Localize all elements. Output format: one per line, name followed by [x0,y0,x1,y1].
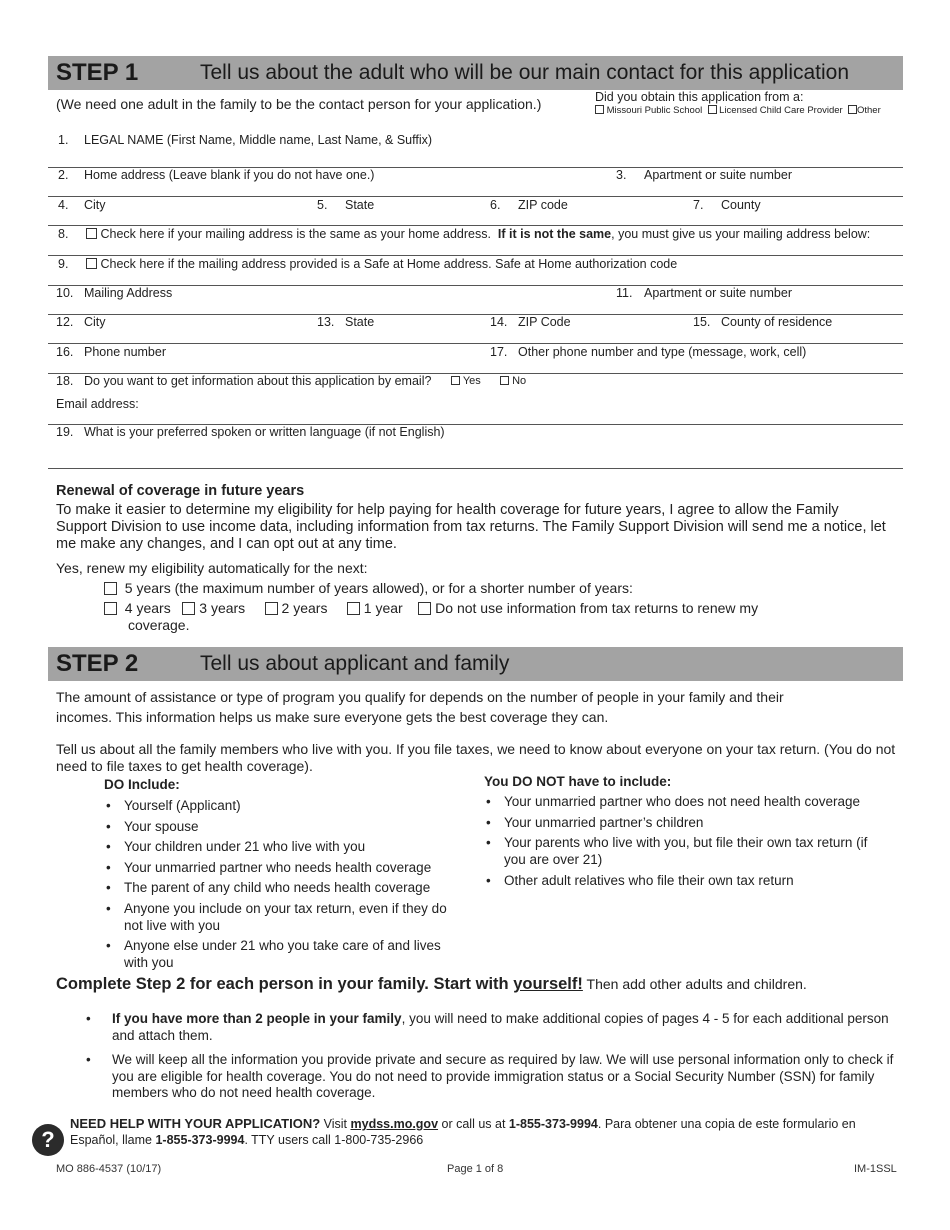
renew-5-checkbox[interactable] [104,582,117,595]
same-address-label: Check here if your mailing address is the same as your home address. [100,227,491,241]
divider [48,196,903,197]
phone-field[interactable]: Phone number [84,345,167,359]
divider [48,468,903,469]
renew-4-label: 4 years [124,600,171,616]
field-number: 16. [56,345,74,359]
option-missouri-school: Missouri Public School [606,105,703,116]
step2-para1a: The amount of assistance or type of program you qualify for depends on the number of people in your family and their [56,689,784,705]
field-number: 7. [693,198,704,212]
renew-none-checkbox[interactable] [418,602,431,615]
renewal-option-5 [104,580,633,596]
state-field[interactable]: State [345,198,375,212]
do-include-item: • Anyone else under 21 who you take care of and lives with you [104,937,466,971]
obtained-question: Did you obtain this application from a: [595,90,804,104]
help-call: or call us at [438,1117,509,1131]
mailing-zip-field[interactable]: ZIP Code [518,315,571,329]
field-number: 13. [317,315,335,329]
yes-label: Yes [462,375,481,387]
renewal-body: To make it easier to determine my eligibility for help paying for health coverage for future years, I agree to allow the Family Support Division to use income data, including information from tax returns. The Family Support Division will send me a notice, let me make any changes, and I can opt out at any time. [56,502,886,552]
renew-none-label: Do not use information from tax returns to renew my [435,600,759,616]
help-tty: . TTY users call 1-800-735-2966 [244,1133,424,1147]
field-number: 8. [58,227,69,241]
help-website-link[interactable]: mydss.mo.gov [350,1117,439,1131]
renew-none-label-cont: coverage. [128,617,190,633]
field-number: 6. [490,198,501,212]
do-include-item: • The parent of any child who needs health coverage [104,879,466,896]
step2-para2: Tell us about all the family members who live with you. If you file taxes, we need to know about everyone on your tax return. (You do not need to file taxes to get health coverage). [56,741,896,774]
do-not-include-list [484,793,889,892]
apartment-field[interactable]: Apartment or suite number [644,168,792,182]
complete-step2-rest: Then add other adults and children. [582,976,807,992]
divider [48,255,903,256]
renew-4-checkbox[interactable] [104,602,117,615]
do-not-include-item: • Other adult relatives who file their own tax return [484,872,889,889]
field-number: 3. [616,168,627,182]
do-not-include-item: • Your unmarried partner’s children [484,814,889,831]
county-residence-field[interactable]: County of residence [721,315,833,329]
same-address-row [86,227,870,241]
email-address-field[interactable]: Email address: [56,397,139,411]
renew-3-label: 3 years [199,600,246,616]
do-include-item: • Anyone you include on your tax return, even if they do not live with you [104,900,466,934]
obtained-options [595,105,881,116]
bullet-copies: • If you have more than 2 people in your family, you will need to make additional copies of pages 4 - 5 for each additional person and attach them. [86,1011,889,1043]
no-label: No [512,375,527,387]
same-address-checkbox[interactable] [86,228,97,239]
mailing-state-field[interactable]: State [345,315,375,329]
help-spanish: . Para obtener una copia de este formulario en [597,1117,856,1131]
checkbox-missouri-school[interactable] [595,105,604,114]
step1-intro: (We need one adult in the family to be the contact person for your application.) [56,96,542,112]
copies-bold: If you have more than 2 people in your family [112,1011,402,1026]
renew-5-label: 5 years (the maximum number of years allowed), or for a shorter number of years: [124,580,633,596]
do-include-item: • Your unmarried partner who needs health coverage [104,859,466,876]
checkbox-other[interactable] [848,105,857,114]
field-number: 18. [56,374,74,388]
step2-title: Tell us about applicant and family [200,652,510,675]
field-number: 4. [58,198,69,212]
help-phone-2[interactable]: 1-855-373-9994 [155,1133,245,1147]
renew-2-label: 2 years [281,600,328,616]
mailing-address-field[interactable]: Mailing Address [84,286,173,300]
help-heading: NEED HELP WITH YOUR APPLICATION? [70,1116,321,1131]
safe-at-home-row [86,257,677,271]
complete-step2-bold: Complete Step 2 for each person in your family. Start with [56,975,514,993]
divider [48,343,903,344]
bullet-privacy: • We will keep all the information you provide private and secure as required by law. We will use personal information only to check if you are eligible for health coverage. You do not need to provide immigration status or a Social Security Number (SSN) for family members who do not need health coverage. [86,1052,896,1102]
complete-step2-instruction [56,975,807,994]
help-visit: Visit [320,1117,351,1131]
question-icon: ? [32,1124,64,1156]
county-field[interactable]: County [721,198,761,212]
renew-1-checkbox[interactable] [347,602,360,615]
step1-number: STEP 1 [56,59,139,86]
field-number: 11. [616,286,633,300]
do-include-heading: DO Include: [104,777,180,792]
step2-para1b: incomes. This information helps us make sure everyone gets the best coverage they can. [56,709,609,725]
field-number: 1. [58,133,69,147]
field-number: 12. [56,315,74,329]
safe-at-home-label: Check here if the mailing address provided is a Safe at Home address. Safe at Home authorization code [100,257,678,271]
email-no-option [500,375,526,387]
step2-header [48,647,903,681]
do-include-item: • Yourself (Applicant) [104,797,466,814]
divider [48,225,903,226]
city-field[interactable]: City [84,198,106,212]
footer-page: Page 1 of 8 [447,1163,504,1175]
do-include-item: • Your children under 21 who live with you [104,838,466,855]
email-yes-checkbox[interactable] [451,376,460,385]
mailing-city-field[interactable]: City [84,315,106,329]
step1-title: Tell us about the adult who will be our main contact for this application [200,61,850,84]
renewal-options-row [104,600,758,616]
mailing-apartment-field[interactable]: Apartment or suite number [644,286,792,300]
privacy-text: We will keep all the information you provide private and secure as required by law. We will use personal information only to check if you are eligible for health coverage. You do not need to provide immigration status or a Social Security Number (SSN) for family members who do not need health coverage. [112,1052,894,1100]
field-number: 15. [693,315,711,329]
same-address-note: , you must give us your mailing address below: [611,227,871,241]
email-no-checkbox[interactable] [500,376,509,385]
other-phone-field[interactable]: Other phone number and type (message, work, cell) [518,345,807,359]
option-other: Other [856,105,881,116]
option-child-care: Licensed Child Care Provider [719,105,843,116]
copies-rest: , you will need to make additional copies of pages 4 - 5 for each additional person and attach them. [112,1011,889,1043]
do-include-list [104,797,466,975]
field-number: 10. [56,286,74,300]
same-address-bold: If it is not the same [497,227,612,241]
field-number: 14. [490,315,508,329]
do-not-include-item: • Your unmarried partner who does not need health coverage [484,793,889,810]
do-include-item: • Your spouse [104,818,466,835]
step1-header [48,56,903,90]
step2-number: STEP 2 [56,650,139,677]
email-question: Do you want to get information about this application by email? [84,374,432,388]
footer-code: IM-1SSL [854,1163,897,1175]
do-not-include-item: • Your parents who live with you, but file their own tax return (if you are over 21) [484,834,889,868]
email-yes-option [451,375,481,387]
zip-field[interactable]: ZIP code [518,198,568,212]
renew-1-label: 1 year [363,600,403,616]
field-number: 2. [58,168,69,182]
renew-2-checkbox[interactable] [265,602,278,615]
help-section [70,1116,910,1148]
field-number: 9. [58,257,69,271]
do-not-include-heading: You DO NOT have to include: [484,774,672,789]
renewal-prompt: Yes, renew my eligibility automatically for the next: [56,560,368,576]
language-field[interactable]: What is your preferred spoken or written language (if not English) [84,425,445,439]
checkbox-child-care[interactable] [708,105,717,114]
footer-form-id: MO 886-4537 (10/17) [56,1163,162,1175]
legal-name-field[interactable]: LEGAL NAME (First Name, Middle name, Last Name, & Suffix) [84,133,433,147]
field-number: 19. [56,425,74,439]
help-phone[interactable]: 1-855-373-9994 [508,1117,598,1131]
complete-step2-yourself: yourself! [513,975,583,993]
help-spanish-2: Español, llame [70,1133,156,1147]
renew-3-checkbox[interactable] [182,602,195,615]
field-number: 17. [490,345,508,359]
home-address-field[interactable]: Home address (Leave blank if you do not have one.) [84,168,375,182]
field-number: 5. [317,198,328,212]
safe-at-home-checkbox[interactable] [86,258,97,269]
renewal-heading: Renewal of coverage in future years [56,483,305,499]
